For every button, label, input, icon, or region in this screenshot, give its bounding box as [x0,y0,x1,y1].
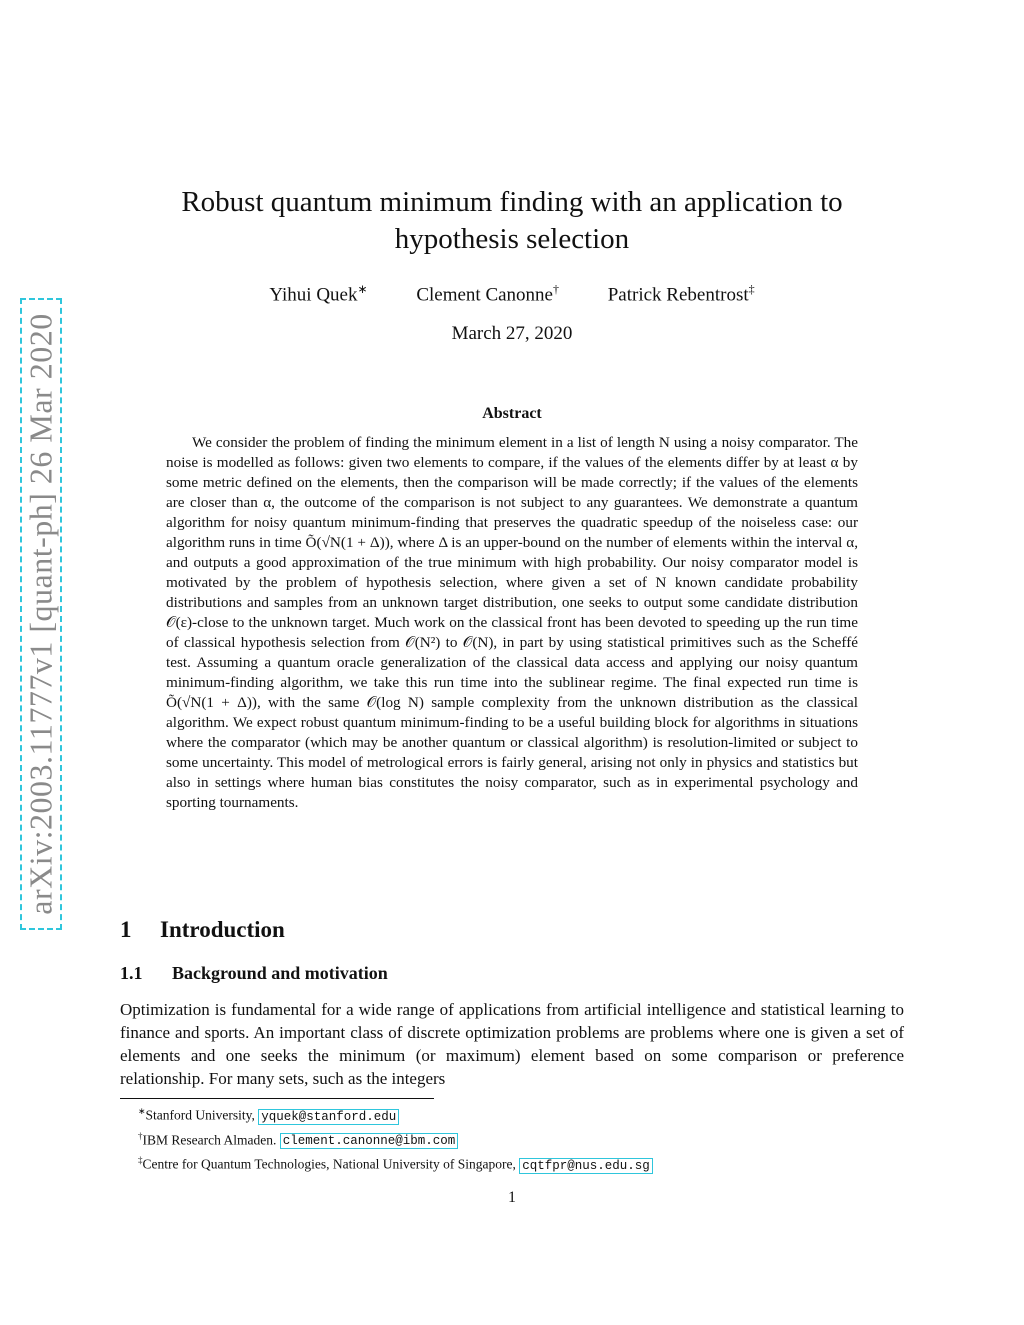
email-link[interactable]: clement.canonne@ibm.com [280,1133,459,1149]
footnotes [120,1102,904,1176]
arxiv-identifier: arXiv:2003.11777v1 [quant-ph] 26 Mar 2020 [22,313,59,915]
author-name: Yihui Quek [269,284,358,306]
paper-date: March 27, 2020 [451,323,573,344]
subsection-title: Background and motivation [172,963,388,983]
author-name: Patrick Rebentrost [607,284,749,306]
author [269,282,367,306]
arxiv-identifier-link[interactable] [20,298,62,930]
footnote-text: IBM Research Almaden. [142,1132,280,1147]
author-name: Clement Canonne [416,284,553,306]
footnote [120,1127,904,1152]
footnote [120,1151,904,1176]
author [416,282,559,306]
footnote-text: Centre for Quantum Technologies, National University of Singapore, [142,1156,520,1172]
abstract-text: We consider the problem of finding the minimum element in a list of length N using a noisy comparator. The noise is modelled as follows: given two elements to compare, if the values of the elements differ by at least α by some metric defined on the elements, then the comparison will be made correctly; if the values of the elements are closer than α, the outcome of the comparison is not subject to any guarantees. We demonstrate a quantum algorithm for noisy quantum minimum-finding that preserves the quadratic speedup of the noiseless case: our algorithm runs in time Õ(√N(1 + Δ)), where Δ is an upper-bound on the number of elements within the interval α, and outputs a good approximation of the true minimum with high probability. Our noisy comparator model is motivated by the problem of hypothesis selection, where given a set of N known candidate probability distributions and samples from an unknown target distribution, one seeks to output some candidate distribution 𝒪(ε)-close to the unknown target. Much work on the classical front has been devoted to speeding up the run time of classical hypothesis selection from 𝒪(N²) to 𝒪(N), in part by using statistical primitives such as the Scheffé test. Assuming a quantum oracle generalization of the classical data access and applying our noisy quantum minimum-finding algorithm, we take this run time into the sublinear regime. The final expected run time is Õ(√N(1 + Δ)), with the same 𝒪(log N) sample complexity from the unknown distribution as the classical algorithm. We expect robust quantum minimum-finding to be a useful building block for algorithms in situations where the comparator (which may be another quantum or classical algorithm) is resolution-limited or subject to some uncertainty. This model of metrological errors is fairly general, arising not only in physics and statistics but also in settings where human bias constitutes the noisy comparator, such as in experimental psychology and sporting tournaments. [166,434,858,811]
footnote-mark: ‡ [138,1155,143,1165]
author-mark: ∗ [357,282,368,296]
section-title: Introduction [160,917,285,942]
footnote-text: Stanford University, [145,1107,259,1123]
subsection-heading [120,963,388,984]
section-number: 1 [120,917,132,942]
body-paragraph: Optimization is fundamental for a wide range of applications from artificial intelligence and statistical learning to finance and sports. An important class of discrete optimization problems are problems where one is given a set of elements and one seeks the minimum (or maximum) element based on some comparison or preference relationship. For many sets, such as the integers [120,1000,904,1088]
email-link[interactable]: cqtfpr@nus.edu.sg [519,1158,653,1174]
author-list [120,282,904,306]
footnote [120,1102,904,1127]
author [608,282,755,306]
email-link[interactable]: yquek@stanford.edu [258,1109,399,1125]
footnote-mark: † [138,1130,143,1141]
paper-title: Robust quantum minimum finding with an application to hypothesis selection [181,186,843,255]
subsection-number: 1.1 [120,963,143,983]
author-mark: † [552,282,559,296]
footnote-divider [120,1098,434,1099]
abstract-heading: Abstract [482,405,542,422]
author-mark: ‡ [748,282,755,296]
footnote-mark: ∗ [138,1106,146,1116]
section-heading [120,917,285,943]
page-number: 1 [508,1189,516,1206]
